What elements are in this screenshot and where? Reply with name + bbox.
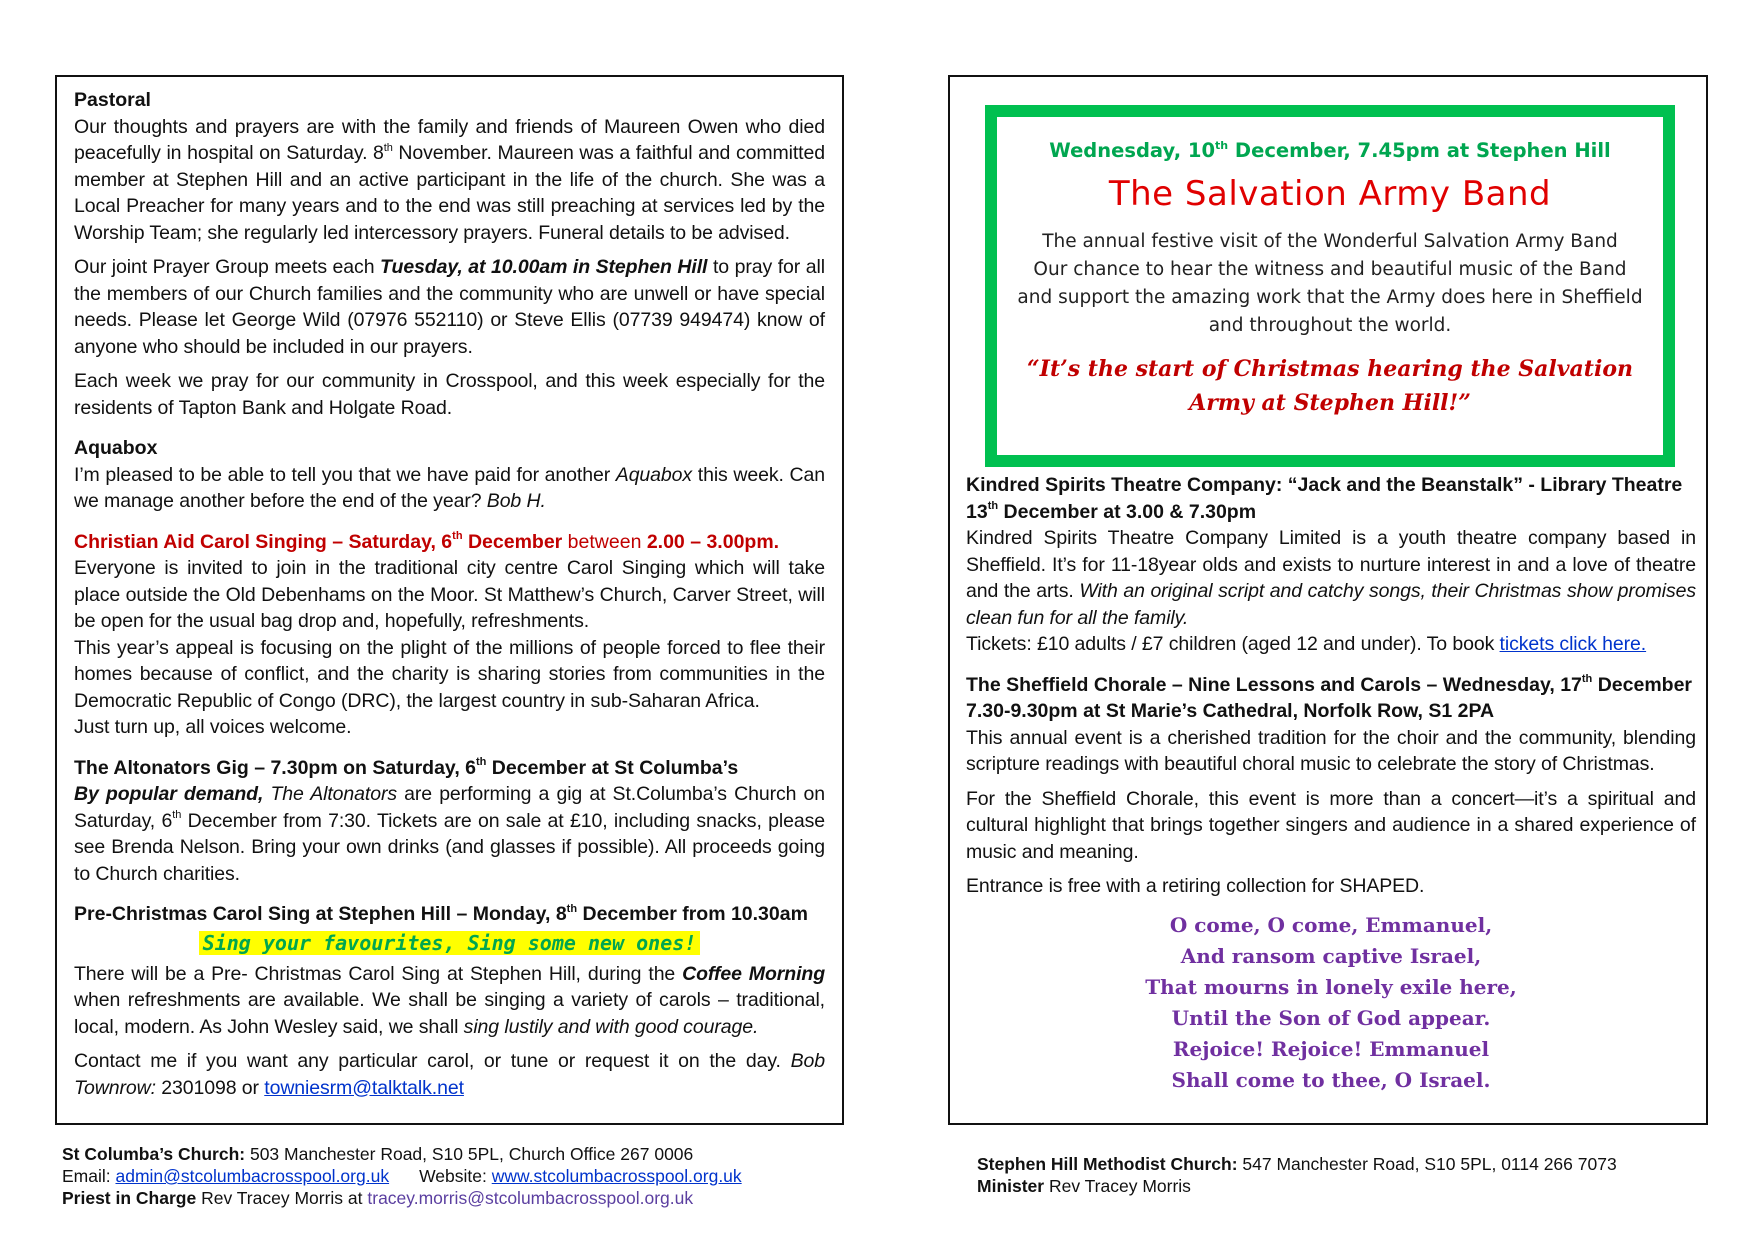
event-title: The Salvation Army Band [1108,174,1552,214]
footer-methodist-line: Stephen Hill Methodist Church: 547 Manchester Road, S10 5PL, 0114 266 7073 [977,1154,1617,1174]
left-panel [55,75,844,1125]
gig-heading: The Altonators Gig – 7.30pm on Saturday, 6th December at St Columba’s [74,756,739,779]
priest-email: tracey.morris@stcolumbacrosspool.org.uk [367,1188,694,1208]
event-description: The annual festive visit of the Wonderful Salvation Army Band Our chance to hear the witness and beautiful music of the Band and support the amazing work that the Army does here in Sheffield and throughout the world. [1017,231,1643,336]
footer-right [977,1153,1677,1197]
verse-line: Rejoice! Rejoice! Emmanuel [1172,1036,1490,1061]
pastoral-paragraph-3: Each week we pray for our community in Crosspool, and this week especially for the residents of Tapton Bank and Holgate Road. [74,370,825,419]
carol-verse [966,910,1696,1096]
kindred-tickets: Tickets: £10 adults / £7 children (aged 12 and under). To book tickets click here. [966,633,1647,655]
footer-minister-line: Minister Rev Tracey Morris [977,1176,1191,1196]
footer-church-line: St Columba’s Church: 503 Manchester Road, S10 5PL, Church Office 267 0006 [62,1144,694,1164]
right-panel [948,75,1708,1125]
event-quote: “It’s the start of Christmas hearing the Salvation Army at Stephen Hill!” [1027,356,1633,416]
footer-left [62,1143,862,1209]
carol-paragraph-3: Just turn up, all voices welcome. [74,716,352,738]
chorale-paragraph-3: Entrance is free with a retiring collection for SHAPED. [966,875,1425,897]
verse-line: Shall come to thee, O Israel. [1171,1067,1491,1092]
pastoral-paragraph-2: Our joint Prayer Group meets each Tuesday, at 10.00am in Stephen Hill to pray for all the members of our Church families and the community who are unwell or have special needs. Please let George Wild (07976 552110) or Steve Ellis (07739 949474) know of anyone who should be included in our prayers. [74,256,825,358]
verse-line: That mourns in lonely exile here, [1145,974,1517,999]
chorale-heading: The Sheffield Chorale – Nine Lessons and Carols – Wednesday, 17th December [966,673,1692,696]
email-link[interactable]: admin@stcolumbacrosspool.org.uk [115,1166,390,1186]
carol-singing-heading: Christian Aid Carol Singing – Saturday, 6th December between 2.00 – 3.00pm. [74,530,780,553]
verse-line: Until the Son of God appear. [1171,1005,1491,1030]
event-date: Wednesday, 10th December, 7.45pm at Stephen Hill [1049,138,1611,162]
chorale-paragraph-1: This annual event is a cherished tradition for the choir and the community, blending scripture readings with beautiful choral music to celebrate the story of Christmas. [966,726,1696,775]
carol-sing-heading: Pre-Christmas Carol Sing at Stephen Hill – Monday, 8th December from 10.30am [74,902,808,925]
carol-sing-paragraph-1: There will be a Pre- Christmas Carol Sing at Stephen Hill, during the Coffee Morning when refreshments are available. We shall be singing a variety of carols – traditional, local, modern. As John Wesley said, we shall sing lustily and with good courage. [74,962,826,1038]
email-link[interactable]: towniesrm@talktalk.net [264,1076,464,1099]
footer-priest-line: Priest in Charge Rev Tracey Morris at tracey.morris@stcolumbacrosspool.org.uk [62,1188,694,1208]
carol-sing-paragraph-2: Contact me if you want any particular carol, or tune or request it on the day. Bob Townrow: 2301098 or towniesrm@talktalk.net [74,1050,825,1099]
kindred-paragraph: Kindred Spirits Theatre Company Limited is a youth theatre company based in Sheffield. It’s for 11-18year olds and exists to nurture interest in and a love of theatre and the arts. With an original script and catchy songs, their Christmas show promises clean fun for all the family. [966,527,1696,629]
pastoral-heading: Pastoral [74,89,151,111]
right-text [966,472,1696,1096]
chorale-paragraph-2: For the Sheffield Chorale, this event is more than a concert—it’s a spiritual and cultural highlight that brings together singers and audience in a shared experience of music and meaning. [966,787,1696,863]
carol-paragraph-1: Everyone is invited to join in the traditional city centre Carol Singing which will take place outside the Old Debenhams on the Moor. St Matthew’s Church, Carver Street, will be open for the usual bag drop and, hopefully, refreshments. [74,557,825,632]
tickets-link[interactable]: tickets click here. [1499,633,1647,655]
pastoral-paragraph-1: Our thoughts and prayers are with the family and friends of Maureen Owen who died peacefully in hospital on Saturday. 8th November. Maureen was a faithful and committed member at Stephen Hill and an active participant in the life of the church. She was a Local Preacher for many years and to the end was still preaching at services led by the Worship Team; she regularly led intercessory prayers. Funeral details to be advised. [74,115,825,244]
chorale-venue: 7.30-9.30pm at St Marie’s Cathedral, Norfolk Row, S1 2PA [966,700,1495,722]
salvation-army-box [985,105,1675,467]
website-link[interactable]: www.stcolumbacrosspool.org.uk [491,1166,742,1186]
highlight-banner: Sing your favourites, Sing some new ones! [74,931,825,955]
verse-line: O come, O come, Emmanuel, [1169,912,1493,937]
kindred-date: 13th December at 3.00 & 7.30pm [966,500,1257,523]
carol-paragraph-2: This year’s appeal is focusing on the plight of the millions of people forced to flee their homes because of conflict, and the charity is sharing stories from communities in the Democratic Republic of Congo (DRC), the largest country in sub-Saharan Africa. [74,636,825,712]
verse-line: And ransom captive Israel, [1180,943,1482,968]
kindred-heading: Kindred Spirits Theatre Company: “Jack and the Beanstalk” - Library Theatre [966,474,1683,496]
aquabox-heading: Aquabox [74,437,158,459]
footer-contact-line: Email: admin@stcolumbacrosspool.org.uk Website: www.stcolumbacrosspool.org.uk [62,1166,742,1186]
gig-paragraph: By popular demand, The Altonators are performing a gig at St.Columba’s Church on Saturday, 6th December from 7:30. Tickets are on sale at £10, including snacks, please see Brenda Nelson. Bring your own drinks (and glasses if possible). All proceeds going to Church charities. [74,783,825,885]
aquabox-paragraph: I’m pleased to be able to tell you that we have paid for another Aquabox this week. Can we manage another before the end of the year? Bob H. [74,463,825,512]
